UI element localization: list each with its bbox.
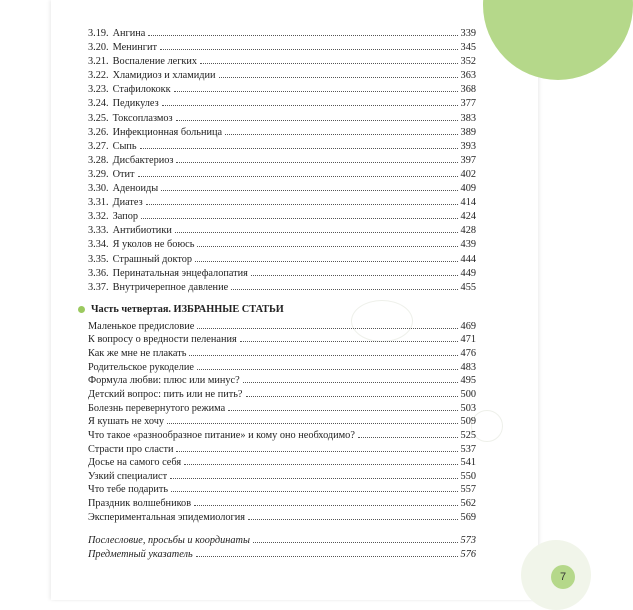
toc-entry[interactable] [88,97,476,111]
dot-leader [175,232,458,233]
toc-entry[interactable] [88,511,476,525]
dot-leader [240,341,458,342]
dot-leader [148,35,457,36]
dot-leader [197,369,458,370]
dot-leader [189,355,457,356]
dot-leader [160,49,458,50]
toc-entry[interactable] [88,470,476,484]
entry-title: Перинатальная энцефалопатия [112,267,248,279]
entry-page: 397 [460,154,476,166]
dot-leader [138,176,458,177]
dot-leader [176,120,458,121]
entry-page: 569 [460,511,476,523]
entry-title: Ангина [112,28,146,39]
toc-entry[interactable] [88,402,476,416]
toc-entry[interactable] [88,69,476,83]
entry-number: 3.21. [88,56,109,68]
entry-page: 428 [460,225,476,237]
toc-entry[interactable] [88,168,476,182]
toc-entry[interactable] [88,388,476,402]
entry-page: 393 [460,140,476,152]
entry-page: 562 [460,498,476,510]
entry-page: 377 [460,98,476,110]
toc-entry[interactable] [88,361,476,375]
toc-entry[interactable] [88,415,476,429]
toc-entry[interactable] [88,253,476,267]
dot-leader [231,289,457,290]
toc-entry[interactable] [88,548,476,562]
green-bullet-icon [78,306,85,313]
toc-entry[interactable] [88,320,476,334]
entry-page: 503 [460,402,476,414]
entry-title: Что тебе подарить [88,484,169,496]
page-number: 7 [559,571,567,583]
dot-leader [170,478,457,479]
entry-title: Сыпь [112,140,137,152]
entry-page: 483 [460,361,476,373]
dot-leader [161,190,457,191]
entry-title: Болезнь перевернутого режима [88,402,226,414]
entry-page: 495 [460,375,476,387]
article-list [88,320,476,525]
closing-list [88,534,476,562]
dot-leader [219,77,458,78]
entry-page: 444 [460,253,476,265]
entry-title: Страсти про сласти [88,443,174,455]
toc-entry[interactable] [88,497,476,511]
entry-page: 525 [460,429,476,441]
book-page [51,0,567,600]
entry-page: 389 [460,126,476,138]
entry-page: 455 [460,281,476,293]
toc-entry[interactable] [88,196,476,210]
entry-title: Как же мне не плакать [88,348,187,360]
dot-leader [225,134,458,135]
entry-title: Отит [112,168,135,180]
toc-entry[interactable] [88,41,476,55]
toc-entry[interactable] [88,154,476,168]
entry-number: 3.36. [88,267,109,279]
entry-title: Стафилококк [112,84,171,96]
entry-page: 500 [460,388,476,400]
dot-leader [358,437,458,438]
entry-title: Родительское рукоделие [88,361,194,373]
dot-leader [141,218,458,219]
toc-entry[interactable] [88,83,476,97]
dot-leader [174,91,458,92]
dot-leader [162,105,458,106]
toc-entry[interactable] [88,267,476,281]
part-heading [78,302,476,318]
entry-title: Инфекционная больница [112,126,223,138]
dot-leader [176,162,457,163]
entry-page: 550 [460,470,476,482]
entry-number: 3.23. [88,84,109,96]
entry-page: 576 [460,549,476,561]
entry-page: 449 [460,267,476,279]
toc-entry[interactable] [88,182,476,196]
toc-entry[interactable] [88,27,476,41]
toc-entry[interactable] [88,140,476,154]
toc-entry[interactable] [88,429,476,443]
toc-entry[interactable] [88,456,476,470]
entry-title: Узкий специалист [88,470,168,482]
entry-page: 339 [460,28,476,39]
chapter-list [88,27,476,295]
entry-title: Внутричерепное давление [112,281,229,293]
entry-number: 3.31. [88,197,109,209]
entry-title: Хламидиоз и хламидии [112,70,216,82]
toc-entry[interactable] [88,534,476,548]
entry-page: 471 [460,334,476,346]
table-of-contents [88,27,476,563]
dot-leader [146,204,458,205]
entry-title: Диатез [112,197,143,209]
entry-title: Менингит [112,42,157,54]
entry-title: Антибиотики [112,225,172,237]
dot-leader [194,505,457,506]
entry-title: Экспериментальная эпидемиология [88,511,246,523]
toc-entry[interactable] [88,126,476,140]
entry-number: 3.22. [88,70,109,82]
entry-page: 409 [460,183,476,195]
entry-number: 3.24. [88,98,109,110]
toc-entry[interactable] [88,374,476,388]
entry-page: 345 [460,42,476,54]
entry-number: 3.19. [88,28,109,39]
dot-leader [253,542,458,543]
entry-title: Что такое «разнообразное питание» и кому оно необходимо? [88,429,355,441]
entry-page: 368 [460,84,476,96]
dot-leader [196,556,458,557]
entry-number: 3.32. [88,211,109,223]
entry-title: К вопросу о вредности пеленания [88,334,237,346]
entry-title: Педикулез [112,98,159,110]
entry-title: Аденоиды [112,183,159,195]
entry-page: 439 [460,239,476,251]
entry-page: 557 [460,484,476,496]
entry-page: 573 [460,535,476,547]
dot-leader [228,410,457,411]
toc-entry[interactable] [88,224,476,238]
entry-title: Воспаление легких [112,56,198,68]
dot-leader [176,451,457,452]
entry-page: 363 [460,70,476,82]
entry-number: 3.33. [88,225,109,237]
entry-number: 3.30. [88,183,109,195]
entry-title: Предметный указатель [88,549,193,561]
entry-number: 3.27. [88,140,109,152]
entry-number: 3.29. [88,168,109,180]
entry-page: 537 [460,443,476,455]
entry-page: 402 [460,168,476,180]
entry-page: 352 [460,56,476,68]
entry-number: 3.37. [88,281,109,293]
page-number-badge [551,565,575,589]
entry-number: 3.28. [88,154,109,166]
toc-entry[interactable] [88,281,476,295]
toc-entry[interactable] [88,112,476,126]
entry-title: Праздник волшебников [88,498,192,510]
entry-title: Детский вопрос: пить или не пить? [88,388,243,400]
entry-number: 3.20. [88,42,109,54]
dot-leader [248,519,458,520]
toc-entry[interactable] [88,483,476,497]
toc-entry[interactable] [88,347,476,361]
entry-title: Страшный доктор [112,253,193,265]
entry-title: Я кушать не хочу [88,416,165,428]
dot-leader [140,148,458,149]
dot-leader [195,261,458,262]
entry-title: Запор [112,211,138,223]
dot-leader [197,246,457,247]
toc-entry[interactable] [88,210,476,224]
dot-leader [184,464,457,465]
dot-leader [167,423,457,424]
toc-entry[interactable] [88,238,476,252]
entry-title: Я уколов не боюсь [112,239,195,251]
toc-entry[interactable] [88,333,476,347]
dot-leader [197,328,457,329]
toc-entry[interactable] [88,443,476,457]
part-heading-text: Часть четвертая. ИЗБРАННЫЕ СТАТЬИ [91,304,284,316]
entry-title: Послесловие, просьбы и координаты [88,535,250,547]
entry-page: 469 [460,320,476,332]
entry-page: 424 [460,211,476,223]
entry-number: 3.34. [88,239,109,251]
toc-entry[interactable] [88,55,476,69]
entry-page: 383 [460,112,476,124]
decorative-green-circle [483,0,633,80]
entry-number: 3.35. [88,253,109,265]
dot-leader [251,275,458,276]
entry-title: Досье на самого себя [88,457,182,469]
entry-title: Маленькое предисловие [88,320,195,332]
dot-leader [200,63,457,64]
dot-leader [246,396,458,397]
dot-leader [171,491,457,492]
dot-leader [243,382,458,383]
entry-number: 3.26. [88,126,109,138]
entry-number: 3.25. [88,112,109,124]
entry-title: Дисбактериоз [112,154,174,166]
entry-page: 541 [460,457,476,469]
entry-title: Формула любви: плюс или минус? [88,375,240,387]
entry-page: 476 [460,348,476,360]
entry-page: 414 [460,197,476,209]
entry-title: Токсоплазмоз [112,112,173,124]
entry-page: 509 [460,416,476,428]
